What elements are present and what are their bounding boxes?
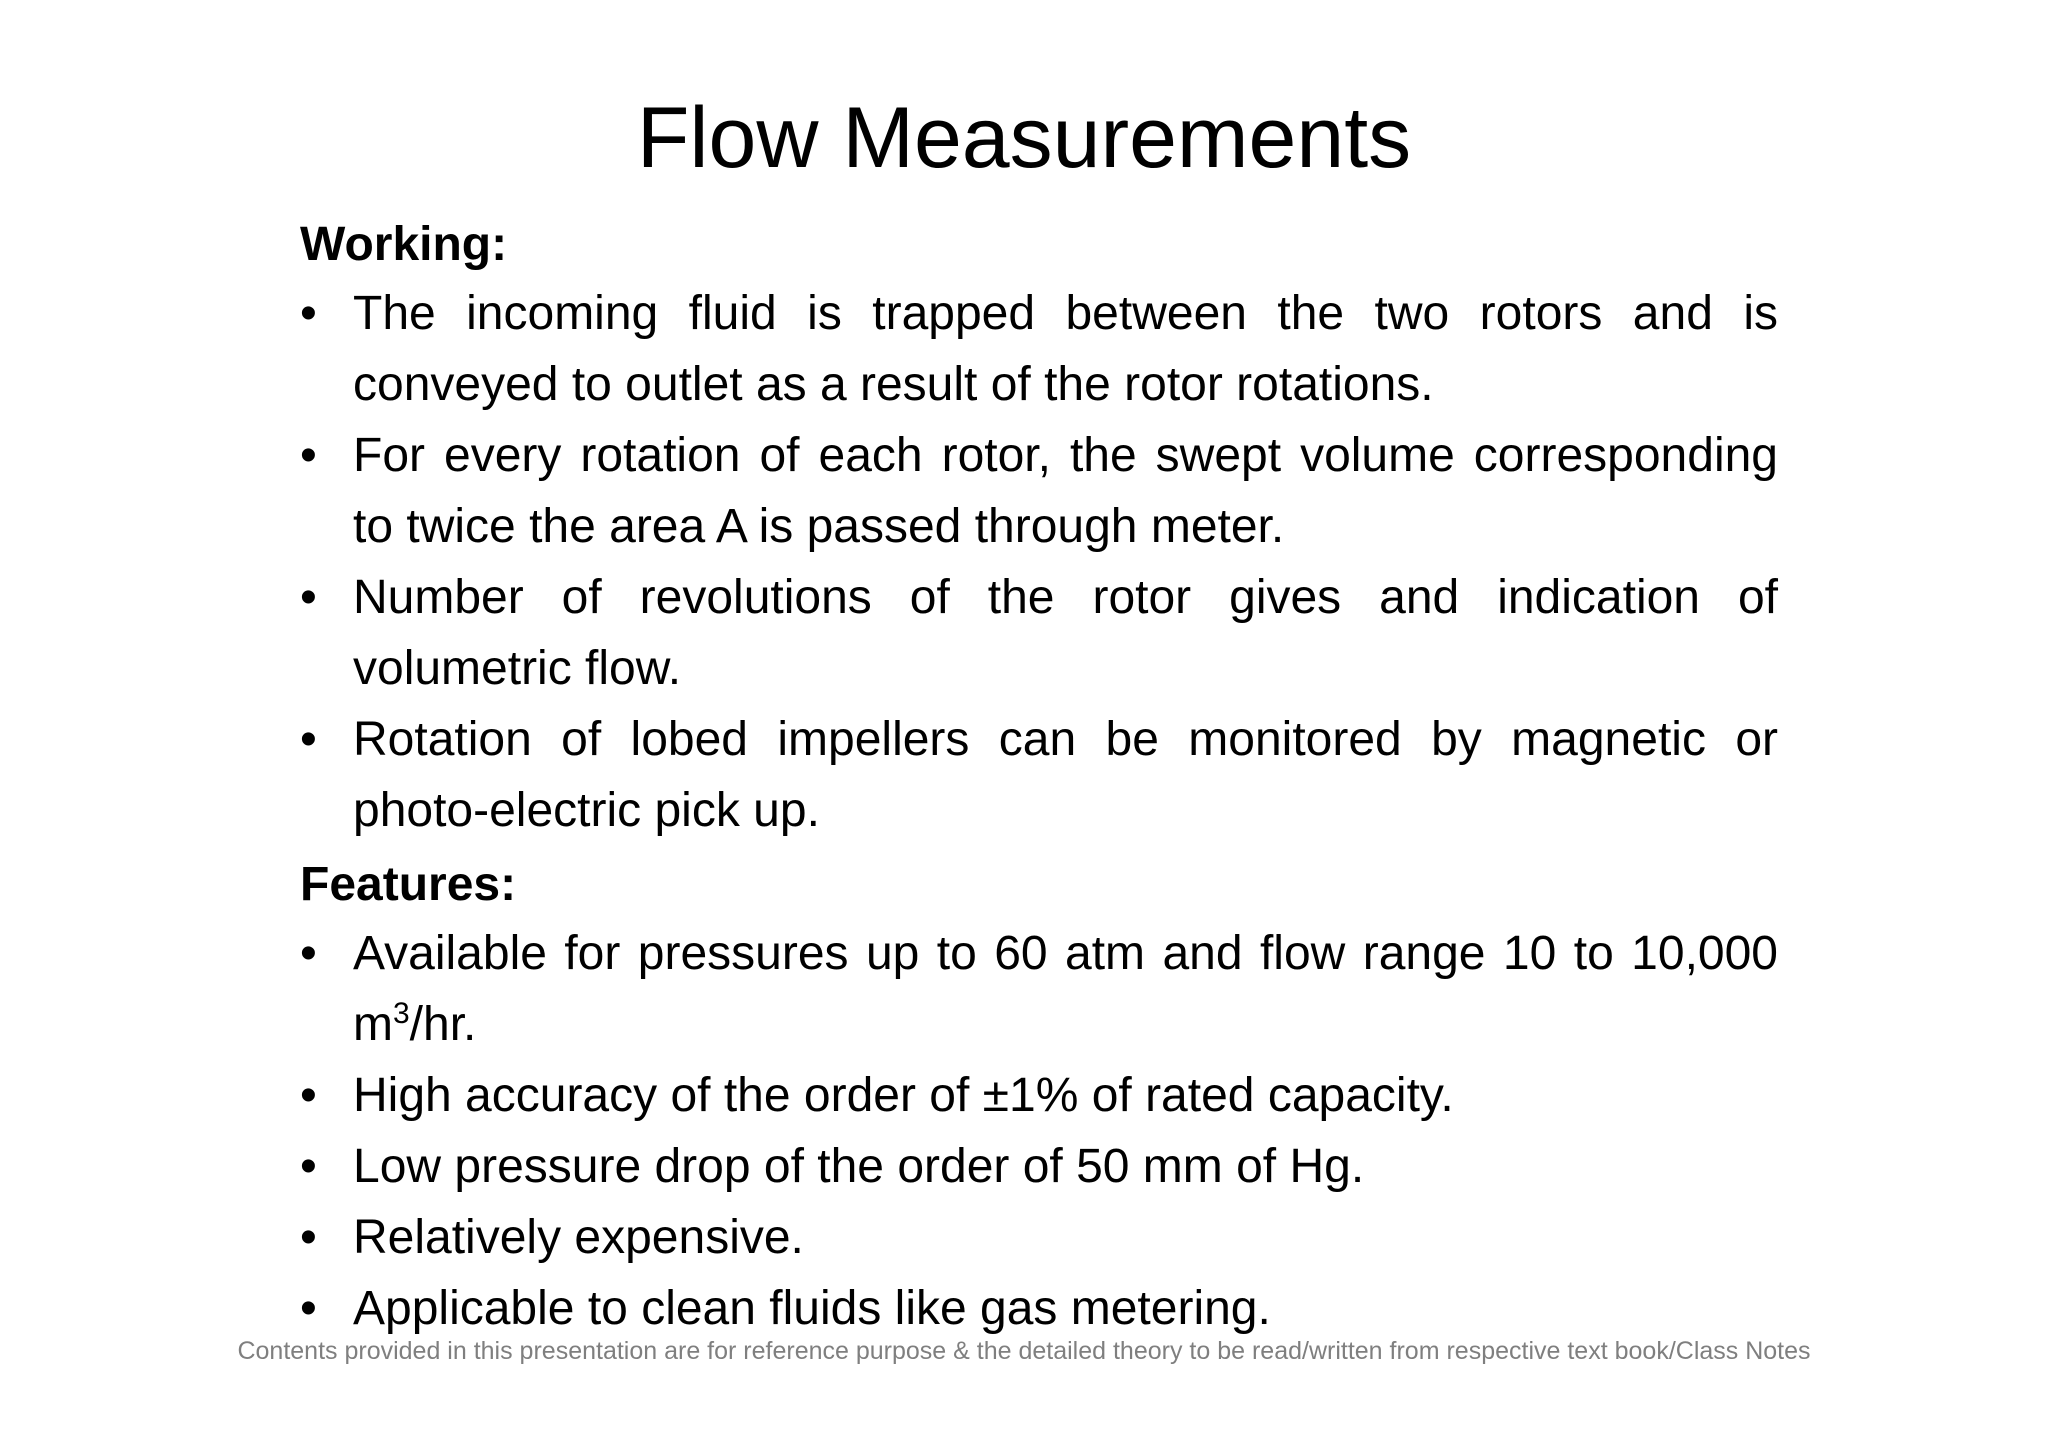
slide-title: Flow Measurements bbox=[636, 90, 1412, 186]
slide-footer-disclaimer: Contents provided in this presentation are for reference purpose & the detailed theory to be read/written from respective text book/Class Notes bbox=[237, 1337, 1811, 1365]
bullet-text: Rotation of lobed impellers can be monitored by magnetic or photo-electric pick up. bbox=[353, 713, 1778, 837]
bullet-text: The incoming fluid is trapped between the two rotors and is conveyed to outlet as a result of the rotor rotations. bbox=[353, 287, 1778, 411]
slide-content bbox=[300, 212, 1778, 1350]
working-bullet bbox=[300, 278, 1778, 420]
bullet-dot: • bbox=[300, 713, 317, 766]
bullet-dot: • bbox=[300, 1140, 317, 1193]
bullet-text: Applicable to clean fluids like gas metering. bbox=[353, 1282, 1271, 1335]
bullet-text: Number of revolutions of the rotor gives and indication of volumetric flow. bbox=[353, 571, 1778, 695]
features-bullet bbox=[300, 1060, 1778, 1131]
bullet-text: High accuracy of the order of ±1% of rated capacity. bbox=[353, 1069, 1454, 1122]
bullet-dot: • bbox=[300, 429, 317, 482]
bullet-text-post: /hr. bbox=[409, 998, 477, 1051]
bullet-text: Low pressure drop of the order of 50 mm of Hg. bbox=[353, 1140, 1365, 1193]
features-bullet bbox=[300, 1131, 1778, 1202]
working-bullet bbox=[300, 420, 1778, 562]
features-bullet-list bbox=[300, 918, 1778, 1344]
bullet-dot: • bbox=[300, 1069, 317, 1122]
bullet-dot: • bbox=[300, 287, 317, 340]
working-bullet bbox=[300, 704, 1778, 846]
bullet-dot: • bbox=[300, 571, 317, 624]
features-bullet bbox=[300, 918, 1778, 1060]
features-heading: Features: bbox=[300, 858, 517, 911]
bullet-text: Relatively expensive. bbox=[353, 1211, 804, 1264]
working-bullet bbox=[300, 562, 1778, 704]
bullet-dot: • bbox=[300, 1211, 317, 1264]
bullet-dot: • bbox=[300, 927, 317, 980]
bullet-text: For every rotation of each rotor, the swept volume corresponding to twice the area A is passed through meter. bbox=[353, 429, 1778, 553]
working-heading: Working: bbox=[300, 218, 508, 271]
superscript-three: 3 bbox=[392, 997, 410, 1030]
bullet-text-pre: Available for pressures up to 60 atm and flow range 10 to 10,000 m bbox=[353, 927, 1778, 1051]
working-bullet-list bbox=[300, 278, 1778, 846]
bullet-dot: • bbox=[300, 1282, 317, 1335]
features-bullet bbox=[300, 1202, 1778, 1273]
